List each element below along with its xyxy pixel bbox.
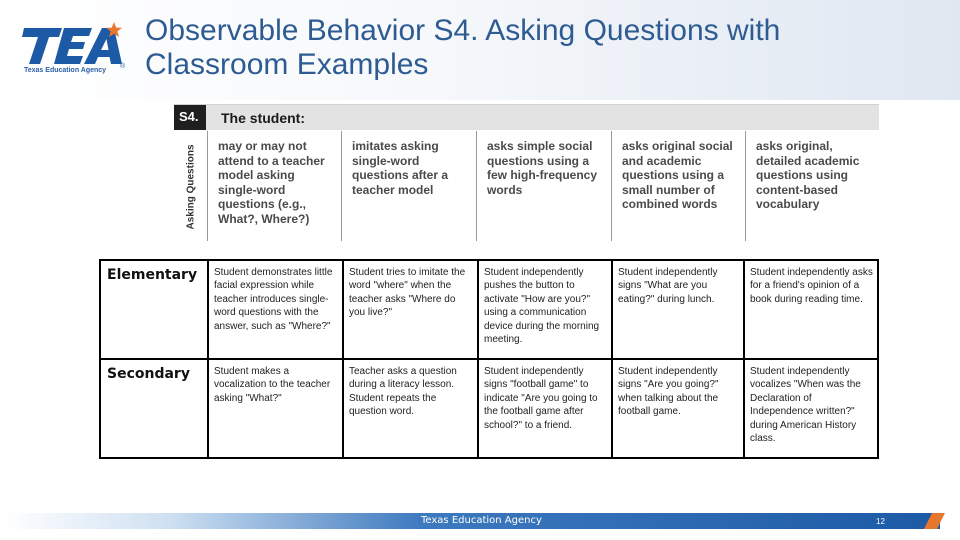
rubric-level-5: asks original, detailed academic questions using content-based vocabulary [745,131,879,241]
table-cell: Student independently signs "What are you eating?" during lunch. [612,260,744,359]
page-title: Observable Behavior S4. Asking Questions with Classroom Examples [145,14,781,81]
rubric-level-2: imitates asking single-word questions after a teacher model [341,131,476,241]
page-number: 12 [876,517,885,526]
rubric-level-3: asks simple social questions using a few high-frequency words [476,131,611,241]
rubric-level-4: asks original social and academic questions using a small number of combined words [611,131,745,241]
footer-text: Texas Education Agency [421,515,542,526]
registered-mark: ® [120,63,126,70]
rubric-tag: S4. [174,105,206,130]
table-cell: Student independently asks for a friend's opinion of a book during reading time. [744,260,878,359]
level-elementary: Elementary [100,260,208,359]
tea-logo-icon [22,22,132,70]
rubric-heading: The student: [221,110,305,126]
table-cell: Student tries to imitate the word "where" when the teacher asks "Where do you live?" [343,260,478,359]
table-cell: Student independently signs "Are you going?" when talking about the football game. [612,359,744,458]
table-cell: Teacher asks a question during a literacy lesson. Student repeats the question word. [343,359,478,458]
logo-caption: Texas Education Agency [24,67,107,74]
tea-logo [22,22,132,80]
table-cell: Student independently vocalizes "When was the Declaration of Independence written?" during American History class. [744,359,878,458]
rubric-level-1: may or may not attend to a teacher model asking single-word questions (e.g., What?, Where?) [207,131,341,241]
table-cell: Student makes a vocalization to the teacher asking "What?" [208,359,343,458]
level-secondary: Secondary [100,359,208,458]
table-cell: Student independently pushes the button to activate "How are you?" using a communication device during the morning meeting. [478,260,612,359]
examples-table [99,259,879,459]
table-row [100,260,878,359]
table-row [100,359,878,458]
rubric-side-label: Asking Questions [185,144,197,230]
table-cell: Student demonstrates little facial expression while teacher introduces single-word questions with the answer, such as "Where?" [208,260,343,359]
table-cell: Student independently signs "football game" to indicate "Are you going to the football game after school?" to a friend. [478,359,612,458]
rubric-image [174,104,879,241]
